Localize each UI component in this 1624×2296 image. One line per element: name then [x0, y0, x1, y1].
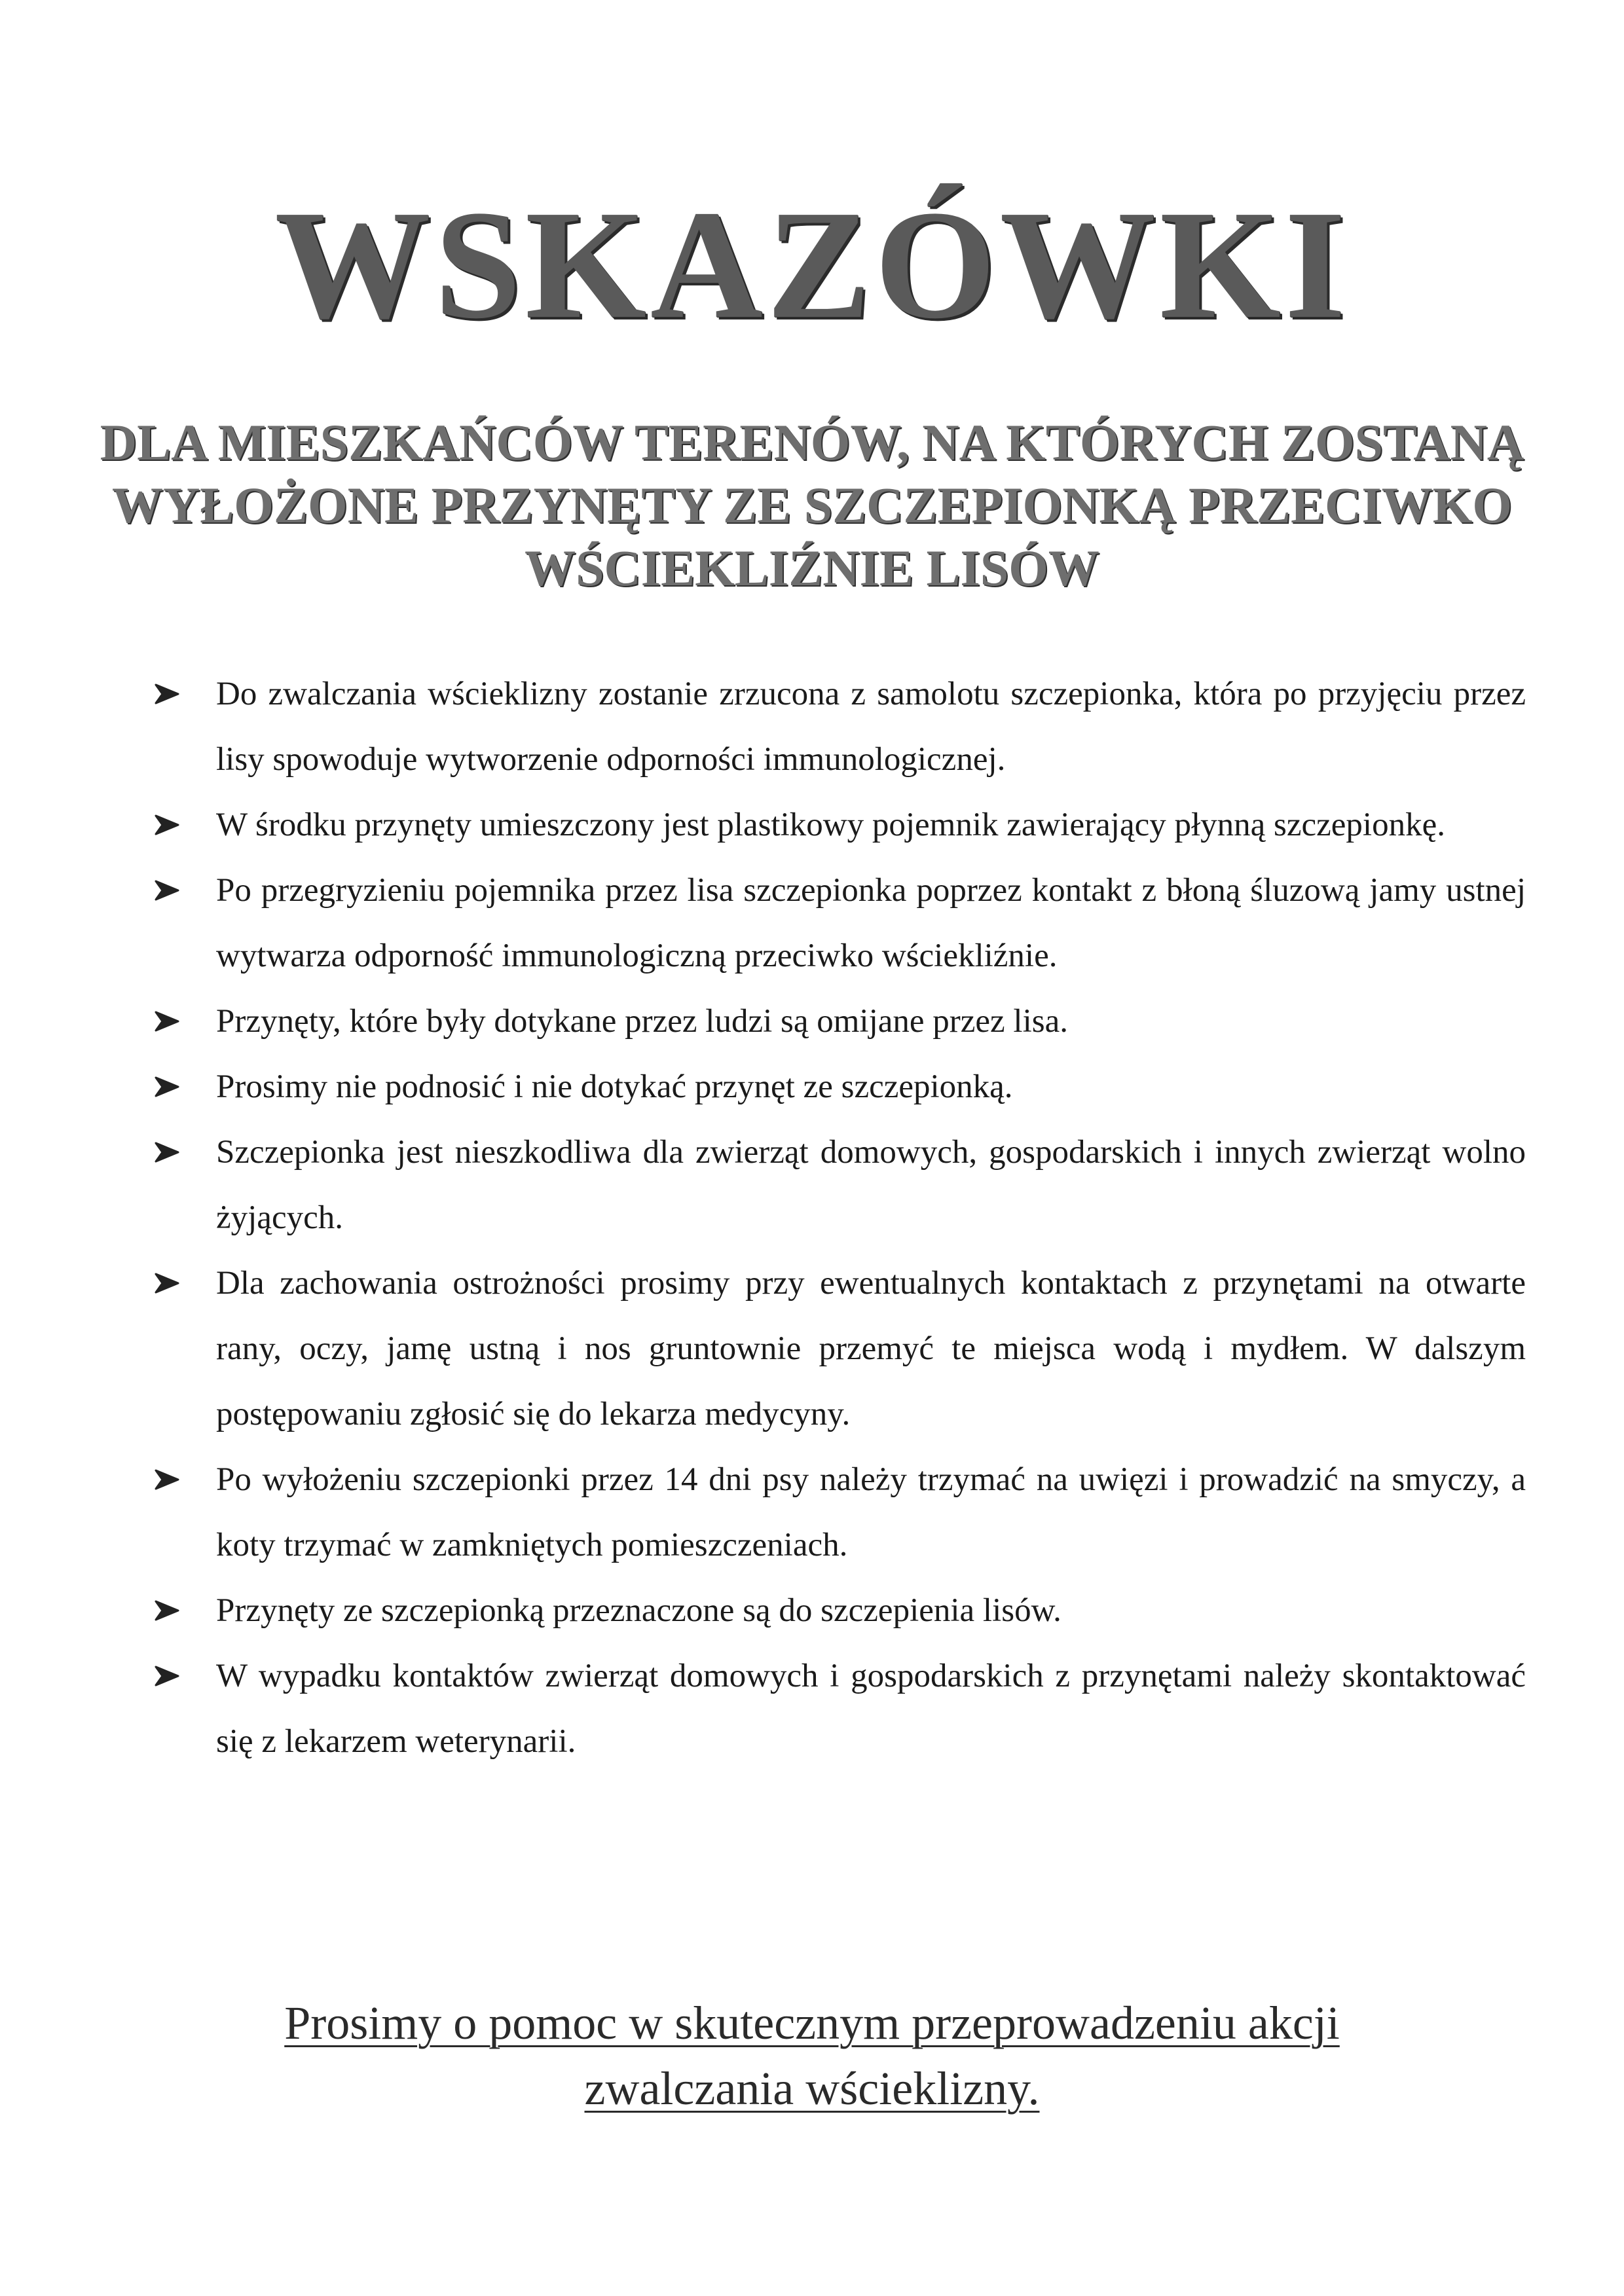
- arrowhead-bullet-icon: [151, 989, 190, 1054]
- list-item: [151, 1578, 1526, 1643]
- list-item-text: Przynęty, które były dotykane przez ludzi są omijane przez lisa.: [216, 1003, 1068, 1040]
- list-item-text: Dla zachowania ostrożności prosimy przy ewentualnych kontaktach z przynętami na otwarte rany, oczy, jamę ustną i nos gruntownie przemyć te miejsca wodą i mydłem. W dalszym postępowaniu zgłosić się do lekarza medycyny.: [216, 1265, 1526, 1432]
- list-item: [151, 858, 1526, 989]
- list-item-text: Przynęty ze szczepionką przeznaczone są do szczepienia lisów.: [216, 1592, 1061, 1629]
- document-subtitle: [98, 411, 1526, 600]
- list-item: [151, 1643, 1526, 1774]
- arrowhead-bullet-icon: [151, 1578, 190, 1643]
- arrowhead-bullet-icon: [151, 792, 190, 858]
- document-title: WSKAZÓWKI: [274, 179, 1350, 351]
- arrowhead-bullet-icon: [151, 1120, 190, 1185]
- list-item-text: Prosimy nie podnosić i nie dotykać przynęt ze szczepionką.: [216, 1068, 1013, 1105]
- list-item: [151, 1054, 1526, 1120]
- list-item-text: W wypadku kontaktów zwierząt domowych i gospodarskich z przynętami należy skontaktować się z lekarzem weterynarii.: [216, 1658, 1526, 1760]
- subtitle-line: DLA MIESZKAŃCÓW TERENÓW, NA KTÓRYCH ZOSTANĄ: [100, 414, 1524, 471]
- arrowhead-bullet-icon: [151, 1643, 190, 1709]
- instructions-list: [151, 661, 1526, 1774]
- list-item: [151, 989, 1526, 1054]
- list-item-text: Po wyłożeniu szczepionki przez 14 dni psy należy trzymać na uwięzi i prowadzić na smyczy, a koty trzymać w zamkniętych pomieszczeniach.: [216, 1461, 1526, 1563]
- list-item: [151, 792, 1526, 858]
- subtitle-line: WYŁOŻONE PRZYNĘTY ZE SZCZEPIONKĄ PRZECIWKO: [111, 477, 1513, 534]
- closing-line: zwalczania wścieklizny.: [584, 2062, 1040, 2115]
- list-item-text: W środku przynęty umieszczony jest plastikowy pojemnik zawierający płynną szczepionkę.: [216, 807, 1445, 843]
- list-item: [151, 661, 1526, 792]
- list-item-text: Do zwalczania wścieklizny zostanie zrzucona z samolotu szczepionka, która po przyjęciu przez lisy spowoduje wytworzenie odporności immunologicznej.: [216, 676, 1526, 778]
- arrowhead-bullet-icon: [151, 1447, 190, 1512]
- list-item: [151, 1447, 1526, 1578]
- list-item: [151, 1120, 1526, 1250]
- arrowhead-bullet-icon: [151, 1054, 190, 1120]
- list-item: [151, 1250, 1526, 1447]
- arrowhead-bullet-icon: [151, 1250, 190, 1316]
- closing-appeal: [98, 1990, 1526, 2121]
- subtitle-line: WŚCIEKLIŹNIE LISÓW: [525, 539, 1099, 596]
- arrowhead-bullet-icon: [151, 858, 190, 923]
- arrowhead-bullet-icon: [151, 661, 190, 727]
- closing-line: Prosimy o pomoc w skutecznym przeprowadzeniu akcji: [284, 1997, 1340, 2049]
- list-item-text: Po przegryzieniu pojemnika przez lisa szczepionka poprzez kontakt z błoną śluzową jamy ustnej wytwarza odporność immunologiczną przeciwko wściekliźnie.: [216, 872, 1526, 974]
- list-item-text: Szczepionka jest nieszkodliwa dla zwierząt domowych, gospodarskich i innych zwierząt wolno żyjących.: [216, 1134, 1526, 1236]
